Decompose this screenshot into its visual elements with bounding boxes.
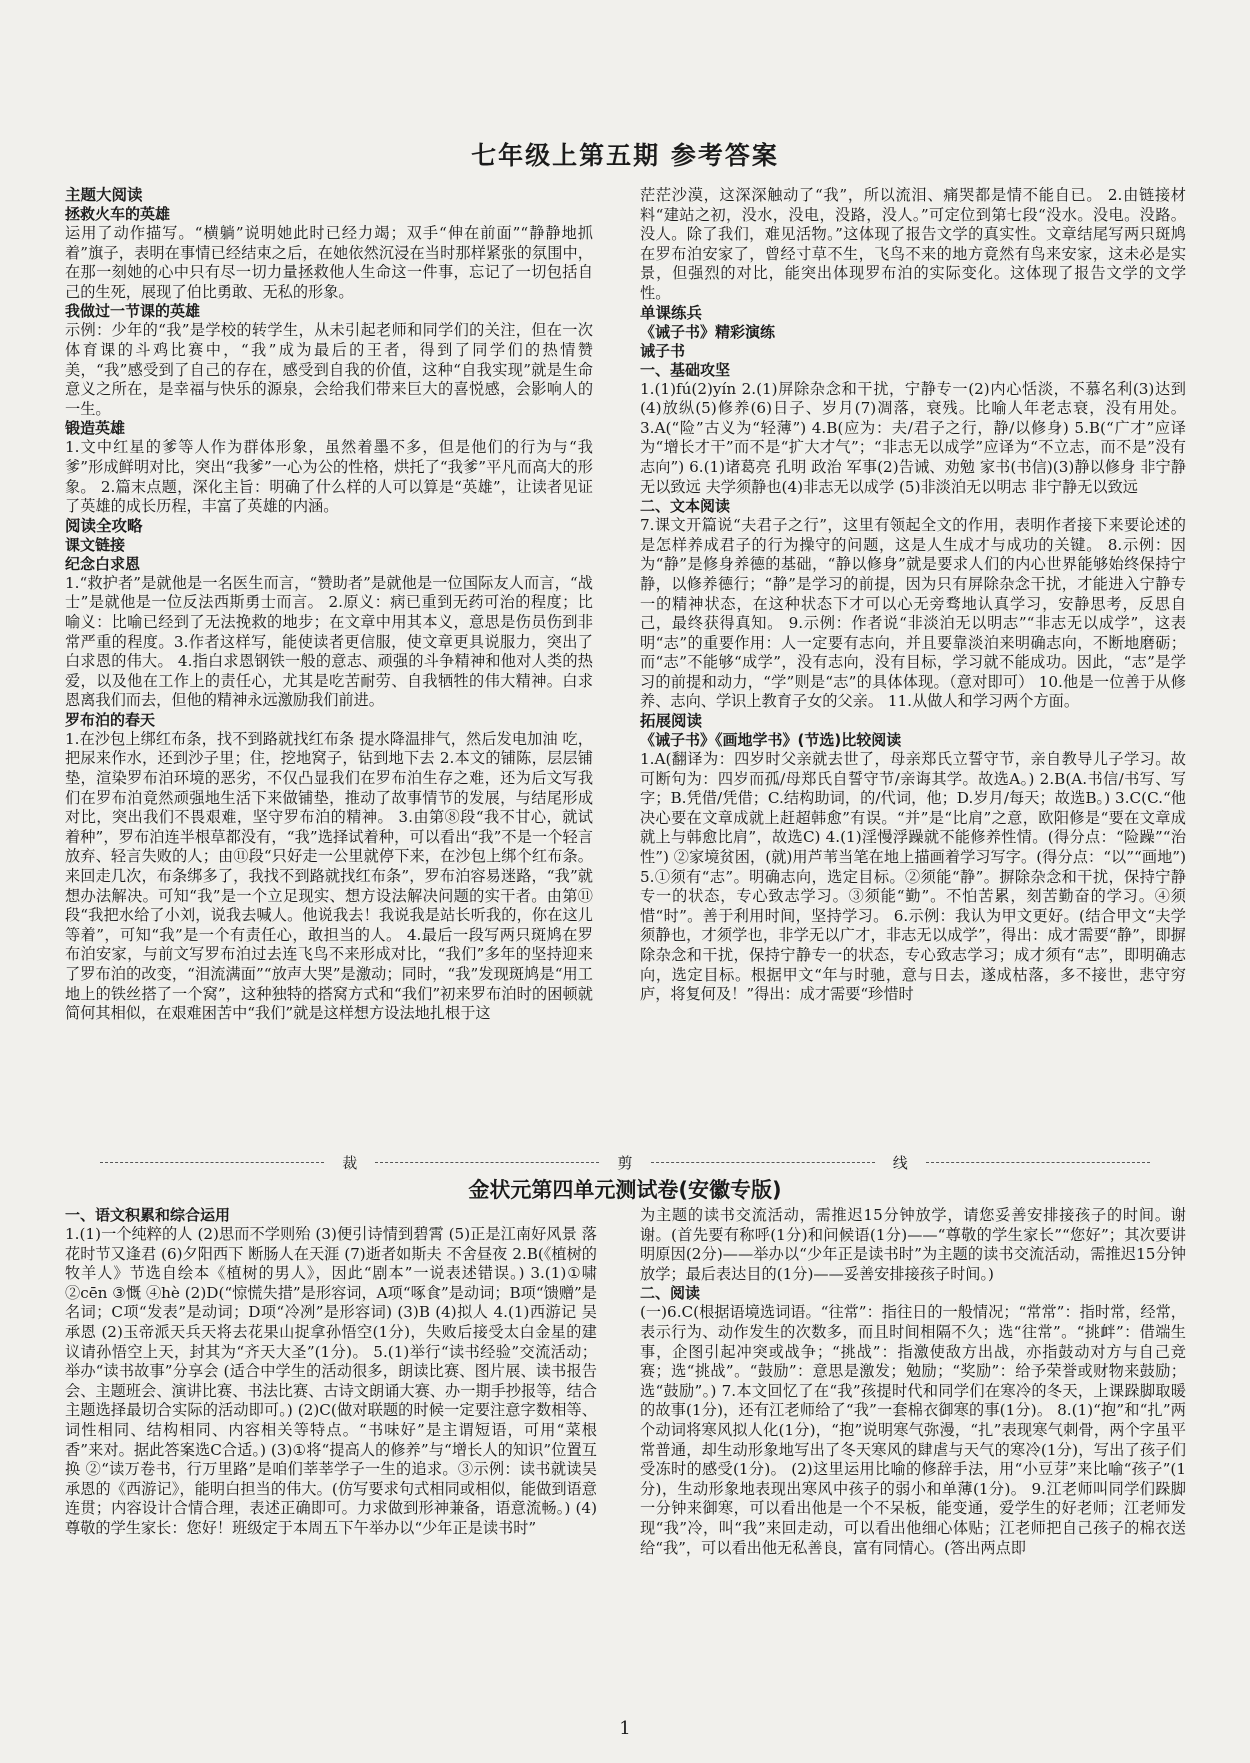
article-heading: 纪念白求恩 <box>65 554 141 573</box>
section-heading: 主题大阅读 <box>65 186 143 204</box>
answer-paragraph: 茫茫沙漠，这深深触动了“我”，所以流泪、痛哭都是情不能自已。 2.由链接材料“建站之初，没水，没电，没路，没人。”可定位到第七段“没水。没电。没路。没人。除了我们，难见活物。”这体现了报告文学的真实性。文章结尾写两只斑鸠在罗布泊安家了，曾经寸草不生，飞鸟不来的地方竟然有鸟来安家，这未必是实景，但强烈的对比，能突出体现罗布泊的实际变化。这体现了报告文学的文学性。 <box>640 186 1186 302</box>
section-heading: 拓展阅读 <box>640 712 703 731</box>
subsection-heading: 《诫子书》精彩演练 <box>640 322 776 341</box>
article-heading: 罗布泊的春天 <box>65 710 156 729</box>
answer-paragraph: (一)6.C(根据语境选词语。“往常”：指往日的一般情况；“常常”：指时常，经常，表示行为、动作发生的次数多，而且时间相隔不久；选“往常”。“挑衅”：借端生事，企图引起冲突或战争；“挑战”：指激使敌方出战，亦指鼓动对方与自己竞赛；选“挑战”。“鼓励”：意思是激发；勉励；“奖励”：给予荣誉或财物来鼓励；选“鼓励”。) 7.本文回忆了在“我”孩提时代和同学们在寒冷的冬天，上课跺脚取暖的故事(1分)，还有江老师给了“我”一套棉衣御寒的事(1分)。 8.(1)“抱”和“扎”两个动词将寒风拟人化(1分)，“抱”说明寒气弥漫，“扎”表现寒气刺骨，两个字虽平常普通，却生动形象地写出了冬天寒风的肆虐与天气的寒冷(1分)，写出了孩子们受冻时的感受(1分)。 (2)这里运用比喻的修辞手法，用“小豆芽”来比喻“孩子”(1分)，生动形象地表现出寒风中孩子的弱小和单薄(1分)。 9.江老师叫同学们跺脚一分钟来御寒，可以看出他是一个不呆板，能变通，爱学生的好老师；江老师发现“我”冷，叫“我”来回走动，可以看出他细心体贴；江老师把自己孩子的棉衣送给“我”，可以看出他无私善良，富有同情心。(答出两点即 <box>640 1303 1186 1557</box>
section-heading: 阅读全攻略 <box>65 516 143 535</box>
cut-line-label: 线 <box>892 1153 908 1172</box>
article-heading: 诫子书 <box>640 341 686 360</box>
answer-paragraph: 运用了动作描写。“横躺”说明她此时已经力竭；双手“伸在前面”“静静地抓着”旗子，表明在事情已经结束之后，在她依然沉浸在当时那样紧张的氛围中，在那一刻她的心中只有尽一切力量拯救他人生命这一件事，忘记了一切包括自己的生死，展现了伯比勇敢、无私的形象。 <box>65 224 593 301</box>
article-heading: 拯救火车的英雄 <box>65 205 171 223</box>
article-heading: 锻造英雄 <box>65 419 126 438</box>
answer-paragraph: 1.文中红星的爹等人作为群体形象，虽然着墨不多，但是他们的行为与“我爹”形成鲜明对比，突出“我爹”一心为公的性格，烘托了“我爹”平凡而高大的形象。 2.篇末点题，深化主旨：明确了什么样的人可以算是“英雄”，让读者见证了英雄的成长历程，丰富了英雄的内涵。 <box>65 438 593 516</box>
article-heading: 《诫子书》《画地学书》(节选)比较阅读 <box>640 731 902 750</box>
page-title: 七年级上第五期 参考答案 <box>471 141 779 170</box>
section-heading: 单课练兵 <box>640 303 703 322</box>
answer-paragraph: 1.(1)一个纯粹的人 (2)思而不学则殆 (3)便引诗情到碧霄 (5)正是江南好风景 落花时节又逢君 (6)夕阳西下 断肠人在天涯 (7)逝者如斯夫 不舍昼夜 2.B(《植树的牧羊人》节选自绘本《植树的男人》，因此“剧本”一说表述错误。) 3.(1)①啸 ②cēn ③慨 ④hè (2)D(“惊慌失措”是形容词，A项“啄食”是动词；B项“馈赠”是名词；C项“发表”是动词；D项“冷冽”是形容词) (3)B (4)拟人 4.(1)西游记 吴承恩 (2)玉帝派天兵天将去花果山捉拿孙悟空(1分)，失败后接受太白金星的建议请孙悟空上天，封其为“齐天大圣”(1分)。 5.(1)举行“读书经验”交流活动；举办“读书故事”分享会 (适合中学生的活动很多，朗读比赛、图片展、读书报告会、主题班会、演讲比赛、书法比赛、古诗文朗诵大赛、办一期手抄报等，结合主题选择最切合实际的活动即可。) (2)C(做对联题的时候一定要注意字数相等、词性相同、结构相同、内容相关等特点。“书味好”是主谓短语，可用“菜根香”来对。据此答案选C合适。) (3)①将“提高人的修养”与“增长人的知识”位置互换 ②“读万卷书，行万里路”是咱们莘莘学子一生的追求。③示例：读书就读吴承恩的《西游记》，能明白担当的伟大。(仿写要求句式相同或相似，能做到语意连贯；内容设计合情合理，表述正确即可。力求做到形神兼备，语意流畅。) (4)尊敬的学生家长：您好！班级定于本周五下午举办以“少年正是读书时” <box>65 1225 597 1537</box>
answer-paragraph: 1.(1)fú(2)yín 2.(1)屏除杂念和干扰，宁静专一(2)内心恬淡，不慕名利(3)达到(4)放纵(5)修养(6)日子、岁月(7)凋落，衰残。比喻人年老志衰，没有用处。 3.A(“险”古义为“轻薄”) 4.B(应为：夫/君子之行，静/以修身) 5.B(“广才”应译为“增长才干”而不是“扩大才气”；“非志无以成学”应译为“不立志，而不是”没有志向”) 6.(1)诸葛亮 孔明 政治 军事(2)告诫、劝勉 家书(书信)(3)静以修身 非宁静无以致远 夫学须静也(4)非志无以成学 (5)非淡泊无以明志 非宁静无以致远 <box>640 379 1186 496</box>
answer-paragraph: 1.在沙包上绑红布条，找不到路就找红布条 提水降温排气，然后发电加油 吃，把尿来作水，还到沙子里；住，挖地窝子，钻到地下去 2.本文的铺陈，层层铺垫，渲染罗布泊环境的恶劣，不仅凸显我们在罗布泊生存之难，还为后文写我们在罗布泊竟然顽强地生活下来做铺垫，推动了故事情节的发展，与结尾形成对比，突出我们不畏艰难，坚守罗布泊的精神。 3.由第⑧段“我不甘心，就试着种”，罗布泊连半根草都没有，“我”选择试着种，可以看出“我”不是一个轻言放弃、轻言失败的人；由⑪段“只好走一公里就停下来，在沙包上绑个红布条。来回走几次，布条绑多了，我找不到路就找红布条”，罗布泊容易迷路，“我”就想办法解决。可知“我”是一个立足现实、想方设法解决问题的实干者。由第⑪段“我把水给了小刘，说我去喊人。他说我去！我说我是站长听我的，你在这儿等着”，可知“我”是一个有责任心，敢担当的人。 4.最后一段写两只斑鸠在罗布泊安家，与前文写罗布泊过去连飞鸟不来形成对比，“我们”多年的坚持迎来了罗布泊的改变，“泪流满面”“放声大哭”是激动；同时，“我”发现斑鸠是“用工地上的铁丝搭了一个窝”，这种独特的搭窝方式和“我们”初来罗布泊时的困顿就简何其相似，在艰难困苦中“我们”就是这样想方设法地扎根于这 <box>65 729 593 1023</box>
cut-line-label: 剪 <box>617 1153 633 1172</box>
answer-paragraph: 1.“救护者”是就他是一名医生而言，“赞助者”是就他是一位国际友人而言，“战士”是就他是一位反法西斯勇士而言。 2.原义：病已重到无药可治的程度；比喻义：比喻已经到了无法挽救的地步；在文章中用其本义，意思是伤员伤到非常严重的程度。3.作者这样写，能使读者更信服，使文章更具说服力，突出了白求恩的伟大。 4.指白求恩钢铁一般的意志、顽强的斗争精神和他对人类的热爱，以及他在工作上的责任心，尤其是吃苦耐劳、自我牺牲的伟大精神。白求恩离我们而去，但他的精神永远激励我们前进。 <box>65 573 593 710</box>
dashed-divider <box>651 1162 875 1163</box>
test-title: 金状元第四单元测试卷(安徽专版) <box>468 1178 782 1202</box>
right-column <box>640 186 1186 1138</box>
cut-line-label: 裁 <box>342 1153 358 1172</box>
answer-paragraph: 为主题的读书交流活动，需推迟15分钟放学，请您妥善安排接孩子的时间。谢谢。(首先要有称呼(1分)和问候语(1分)——“尊敬的学生家长”“您好”；其次要讲明原因(2分)——举办以“少年正是读书时”为主题的读书交流活动，需推迟15分钟放学；最后表达目的(1分)——妥善安排接孩子时间。) <box>640 1206 1186 1283</box>
part-heading: 二、文本阅读 <box>640 497 731 516</box>
article-heading: 我做过一节课的英雄 <box>65 302 201 321</box>
answer-paragraph: 1.A(翻译为：四岁时父亲就去世了，母亲郑氏立誓守节，亲自教导儿子学习。故可断句为：四岁而孤/母郑氏自誓守节/亲诲其学。故选A。) 2.B(A.书信/书写、写字；B.凭借/凭借；C.结构助词，的/代词，他；D.岁月/每天；故选B。) 3.C(C.“他决心要在文章成就上赶超韩愈”有误。“并”是“比肩”之意，欧阳修是“要在文章成就上与韩愈比肩”，故选C) 4.(1)淫慢浮躁就不能修养性情。(得分点：“险躁”“治性”) ②家境贫困，(就)用芦苇当笔在地上描画着学习写字。(得分点：“以”“画地”) 5.①须有“志”。明确志向，选定目标。②须能“静”。摒除杂念和干扰，保持宁静专一的状态，专心致志学习。③须能“勤”。不怕苦累，刻苦勤奋的学习。④须惜“时”。善于利用时间，坚持学习。 6.示例：我认为甲文更好。(结合甲文“夫学须静也，才须学也，非学无以广才，非志无以成学”，得出：成才需要“静”，即摒除杂念和干扰，保持宁静专一的状态，专心致志学习；成才须有“志”，即明确志向，选定目标。根据甲文“年与时驰，意与日去，遂成枯落，多不接世，悲守穷庐，将复何及！”得出：成才需要“珍惜时 <box>640 750 1186 1004</box>
dashed-divider <box>100 1162 324 1163</box>
test-left-column <box>65 1206 597 1706</box>
dashed-divider <box>926 1162 1150 1163</box>
cut-line <box>100 1154 1150 1170</box>
answer-paragraph: 示例：少年的“我”是学校的转学生，从未引起老师和同学们的关注，但在一次体育课的斗鸡比赛中，“我”成为最后的王者，得到了同学们的热情赞美，“我”感受到了自己的存在，感受到自我的价值，这种“自我实现”就是生命意义之所在，是幸福与快乐的源泉，会给我们带来巨大的喜悦感，会影响人的一生。 <box>65 321 593 418</box>
part-heading: 一、语文积累和综合运用 <box>65 1206 231 1224</box>
answer-paragraph: 7.课文开篇说“夫君子之行”，这里有领起全文的作用，表明作者接下来要论述的是怎样养成君子的行为操守的问题，这是人生成才与成功的关键。 8.示例：因为“静”是修身养德的基础，“静以修身”就是要求人们的内心世界能够始终保持宁静，以修养德行；“静”是学习的前提，因为只有屏除杂念干扰，才能进入宁静专一的精神状态，在这种状态下才可以心无旁骛地认真学习，安静思考，反思自己，最终获得真知。 9.示例：作者说“非淡泊无以明志”“非志无以成学”，这表明“志”的重要作用：人一定要有志向，并且要靠淡泊来明确志向，不断地磨砺；而“志”不能够“成学”，没有志向，没有目标，学习就不能成功。因此，“志”是学习的前提和动力，“学”则是“志”的具体体现。（意对即可） 10.他是一位善于从修养、志向、学识上教育子女的父亲。 11.从做人和学习两个方面。 <box>640 516 1186 711</box>
page-number: 1 <box>619 1718 631 1739</box>
left-column <box>65 186 593 1138</box>
test-right-column <box>640 1206 1186 1706</box>
part-heading: 一、基础攻坚 <box>640 360 731 379</box>
part-heading: 二、阅读 <box>640 1284 701 1303</box>
dashed-divider <box>375 1162 599 1163</box>
subsection-heading: 课文链接 <box>65 535 126 554</box>
